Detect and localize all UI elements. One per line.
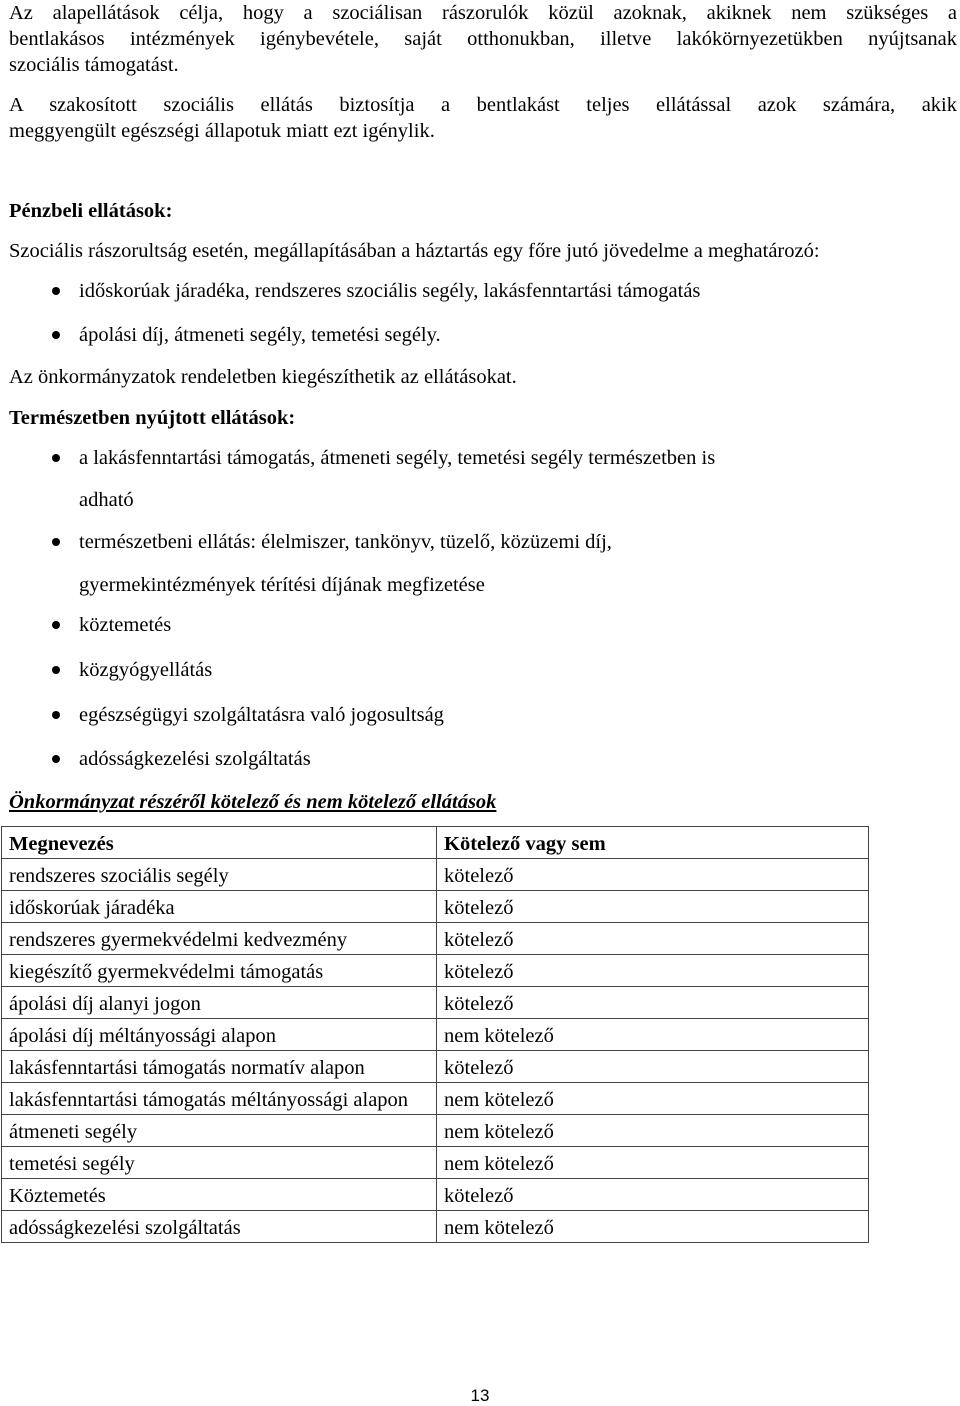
intro-line-2: bentlakásos intézmények igénybevétele, saját otthonukban, illetve lakókörnyezetükben nyújtsanak (9, 28, 957, 50)
intro-line-5: meggyengült egészségi állapotuk miatt ezt igénylik. (9, 120, 435, 142)
cell-status: nem kötelező (437, 1115, 869, 1147)
cash-note: Az önkormányzatok rendeletben kiegészíthetik az ellátásokat. (9, 366, 517, 388)
cell-status: kötelező (437, 1179, 869, 1211)
cash-text: Szociális rászorultság esetén, megállapításában a háztartás egy főre jutó jövedelme a meghatározó: (9, 240, 820, 262)
table-row (2, 955, 869, 987)
table-row (2, 987, 869, 1019)
cell-name: időskorúak járadéka (2, 891, 437, 923)
bullet-dot (52, 538, 60, 546)
inkind-heading: Természetben nyújtott ellátások: (9, 407, 296, 429)
table-row (2, 1083, 869, 1115)
inkind-bullet-4: közgyógyellátás (79, 659, 213, 681)
bullet-dot (52, 621, 60, 629)
inkind-bullet-2-line-1: természetbeni ellátás: élelmiszer, tankönyv, tüzelő, közüzemi díj, (79, 531, 612, 553)
cash-bullet-2: ápolási díj, átmeneti segély, temetési segély. (79, 324, 441, 346)
table-row (2, 1019, 869, 1051)
cell-name: Köztemetés (2, 1179, 437, 1211)
intro-line-3: szociális támogatást. (9, 54, 179, 76)
cell-name: rendszeres szociális segély (2, 859, 437, 891)
bullet-dot (52, 666, 60, 674)
cash-heading: Pénzbeli ellátások: (9, 200, 173, 222)
inkind-bullet-1-line-2: adható (79, 489, 134, 511)
cell-name: temetési segély (2, 1147, 437, 1179)
table-row (2, 1211, 869, 1243)
inkind-bullet-5: egészségügyi szolgáltatásra való jogosultság (79, 704, 444, 726)
obligations-table (1, 826, 869, 1243)
cell-name: lakásfenntartási támogatás méltányossági alapon (2, 1083, 437, 1115)
bullet-dot (52, 331, 60, 339)
column-header-mandatory: Kötelező vagy sem (437, 827, 869, 859)
inkind-bullet-3: köztemetés (79, 614, 172, 636)
cell-status: kötelező (437, 955, 869, 987)
table-title: Önkormányzat részéről kötelező és nem kötelező ellátások (9, 791, 497, 813)
cell-status: nem kötelező (437, 1019, 869, 1051)
cell-name: kiegészítő gyermekvédelmi támogatás (2, 955, 437, 987)
inkind-bullet-1-line-1: a lakásfenntartási támogatás, átmeneti segély, temetési segély természetben is (79, 447, 716, 469)
intro-line-1: Az alapellátások célja, hogy a szociálisan rászorulók közül azoknak, akiknek nem szükséges a (9, 2, 957, 24)
bullet-dot (52, 711, 60, 719)
bullet-dot (52, 755, 60, 763)
cell-status: kötelező (437, 987, 869, 1019)
table-row (2, 1115, 869, 1147)
cell-status: nem kötelező (437, 1147, 869, 1179)
page-number: 13 (470, 1386, 490, 1405)
column-header-name: Megnevezés (2, 827, 437, 859)
cell-name: adósságkezelési szolgáltatás (2, 1211, 437, 1243)
cell-name: átmeneti segély (2, 1115, 437, 1147)
cell-status: kötelező (437, 859, 869, 891)
cash-bullet-1: időskorúak járadéka, rendszeres szociális segély, lakásfenntartási támogatás (79, 280, 701, 302)
cell-status: kötelező (437, 891, 869, 923)
table-header-row (2, 827, 869, 859)
cell-status: nem kötelező (437, 1083, 869, 1115)
bullet-dot (52, 287, 60, 295)
table-row (2, 859, 869, 891)
cell-status: kötelező (437, 923, 869, 955)
bullet-dot (52, 454, 60, 462)
inkind-bullet-6: adósságkezelési szolgáltatás (79, 748, 311, 770)
table-row (2, 1179, 869, 1211)
table-row (2, 923, 869, 955)
cell-status: kötelező (437, 1051, 869, 1083)
cell-name: ápolási díj alanyi jogon (2, 987, 437, 1019)
cell-status: nem kötelező (437, 1211, 869, 1243)
table-row (2, 1051, 869, 1083)
table-row (2, 891, 869, 923)
cell-name: lakásfenntartási támogatás normatív alapon (2, 1051, 437, 1083)
table-row (2, 1147, 869, 1179)
cell-name: rendszeres gyermekvédelmi kedvezmény (2, 923, 437, 955)
intro-line-4: A szakosított szociális ellátás biztosítja a bentlakást teljes ellátással azok számára, akik (9, 94, 957, 116)
inkind-bullet-2-line-2: gyermekintézmények térítési díjának megfizetése (79, 574, 485, 596)
cell-name: ápolási díj méltányossági alapon (2, 1019, 437, 1051)
